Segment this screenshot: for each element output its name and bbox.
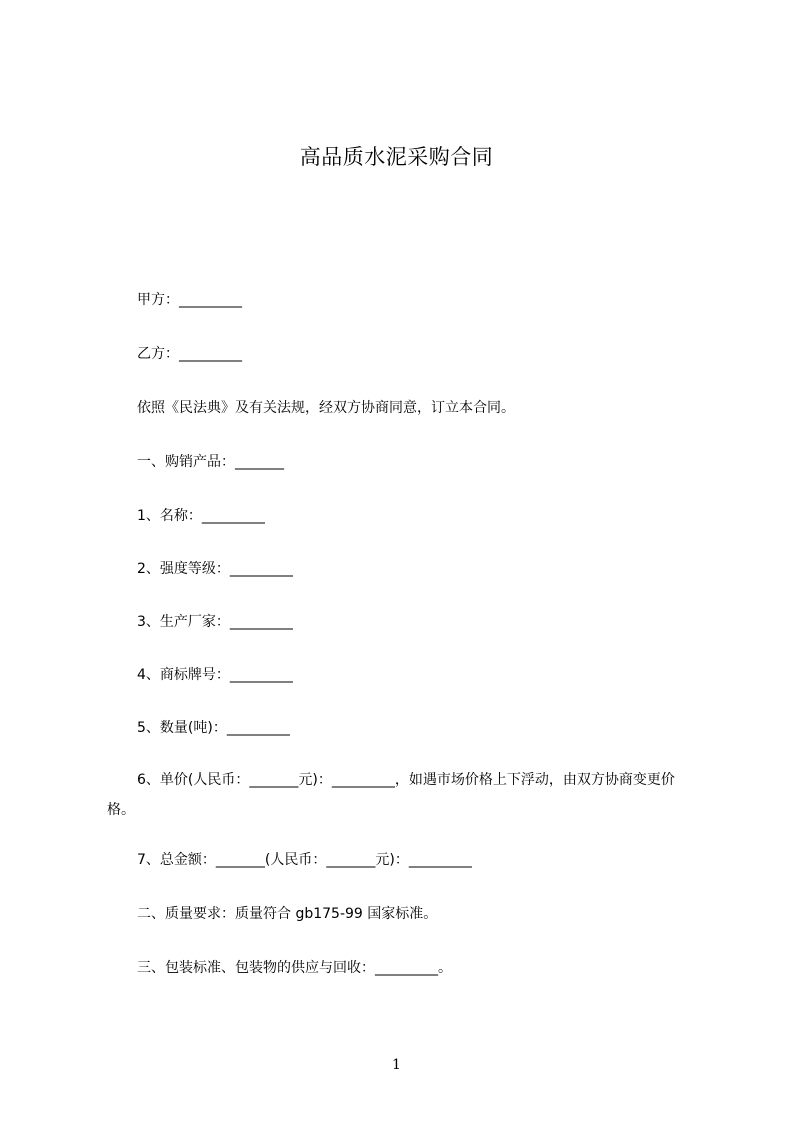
section-1-heading: 一、购销产品：_______ [137, 454, 284, 470]
item-brand-line: 4、商标牌号：_________ [137, 667, 293, 683]
section-2-quality-line: 二、质量要求：质量符合 gb175-99 国家标准。 [137, 906, 438, 922]
item-quantity-line: 5、数量(吨)：_________ [137, 720, 290, 736]
item-name-line: 1、名称：_________ [137, 508, 265, 524]
item-total-amount-line: 7、总金额：_______(人民币：_______元)：_________ [137, 852, 472, 868]
item-strength-grade-line: 2、强度等级：_________ [137, 561, 293, 577]
item-unit-price-paragraph: 6、单价(人民币：_______元)：_________，如遇市场价格上下浮动，由双方协商变更价格。 [107, 772, 675, 818]
section-3-packaging-line: 三、包装标准、包装物的供应与回收：_________。 [137, 960, 452, 976]
page-number: 1 [392, 1057, 401, 1073]
party-b-line: 乙方：_________ [137, 346, 242, 362]
party-a-line: 甲方：_________ [137, 292, 242, 308]
document-title: 高品质水泥采购合同 [299, 145, 494, 169]
preamble-paragraph: 依照《民法典》及有关法规，经双方协商同意，订立本合同。 [137, 400, 515, 416]
item-manufacturer-line: 3、生产厂家：_________ [137, 614, 293, 630]
